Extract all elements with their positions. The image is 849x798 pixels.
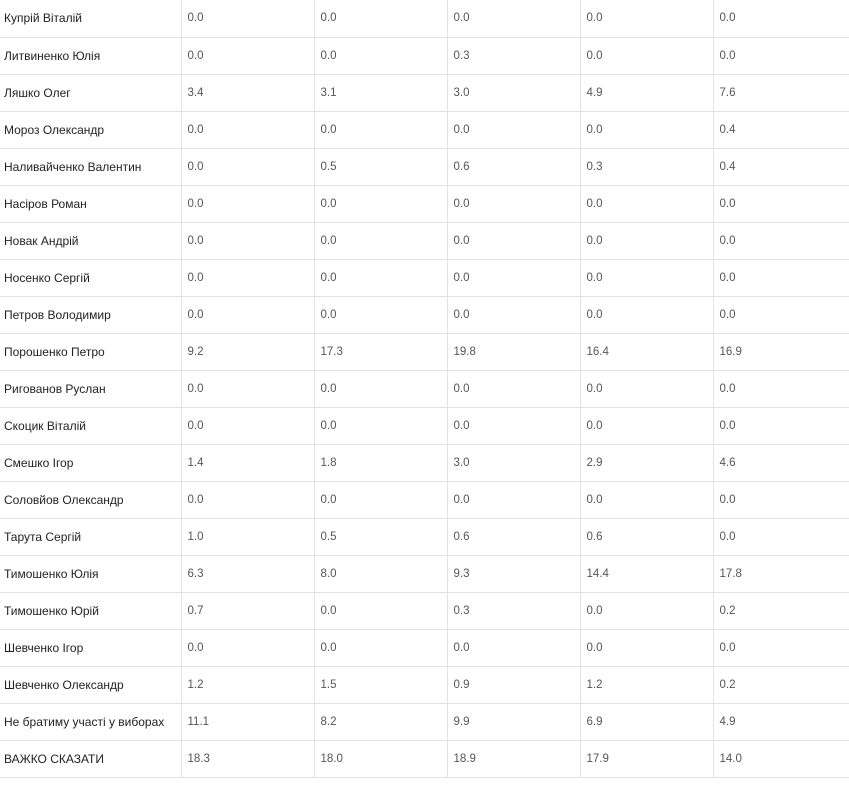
table-row [0,333,849,370]
candidate-name-cell: Порошенко Петро [0,333,181,370]
percentage-cell: 16.9 [713,333,849,370]
percentage-cell: 0.0 [713,370,849,407]
percentage-cell: 0.0 [713,222,849,259]
percentage-cell: 0.0 [314,481,447,518]
table-row [0,37,849,74]
percentage-cell: 0.0 [580,370,713,407]
table-row [0,0,849,37]
percentage-cell: 1.8 [314,444,447,481]
table-row [0,629,849,666]
percentage-cell: 0.0 [314,407,447,444]
candidate-name-cell: Ригованов Руслан [0,370,181,407]
percentage-cell: 4.9 [580,74,713,111]
percentage-cell: 3.0 [447,74,580,111]
percentage-cell: 0.0 [580,259,713,296]
percentage-cell: 14.4 [580,555,713,592]
percentage-cell: 0.0 [447,629,580,666]
percentage-cell: 0.0 [580,296,713,333]
candidate-name-cell: Купрій Віталій [0,0,181,37]
percentage-cell: 14.0 [713,740,849,777]
percentage-cell: 0.0 [314,296,447,333]
percentage-cell: 19.8 [447,333,580,370]
percentage-cell: 8.2 [314,703,447,740]
percentage-cell: 0.6 [447,518,580,555]
candidate-name-cell: Тимошенко Юлія [0,555,181,592]
percentage-cell: 0.5 [314,148,447,185]
percentage-cell: 0.0 [181,370,314,407]
percentage-cell: 0.6 [447,148,580,185]
percentage-cell: 0.0 [181,0,314,37]
table-row [0,444,849,481]
percentage-cell: 6.9 [580,703,713,740]
percentage-cell: 0.6 [580,518,713,555]
percentage-cell: 0.0 [580,37,713,74]
candidate-name-cell: Мороз Олександр [0,111,181,148]
table-row [0,703,849,740]
percentage-cell: 0.0 [447,0,580,37]
percentage-cell: 9.2 [181,333,314,370]
candidate-name-cell: Новак Андрій [0,222,181,259]
percentage-cell: 0.2 [713,592,849,629]
percentage-cell: 0.0 [181,629,314,666]
percentage-cell: 3.1 [314,74,447,111]
percentage-cell: 17.8 [713,555,849,592]
table-row [0,666,849,703]
candidate-name-cell: Шевченко Олександр [0,666,181,703]
candidate-name-cell: Тарута Сергій [0,518,181,555]
table-row [0,555,849,592]
percentage-cell: 0.7 [181,592,314,629]
table-row [0,259,849,296]
percentage-cell: 1.2 [580,666,713,703]
percentage-cell: 0.0 [314,259,447,296]
table-row [0,296,849,333]
percentage-cell: 0.0 [181,407,314,444]
percentage-cell: 0.0 [314,111,447,148]
percentage-cell: 0.0 [181,148,314,185]
candidate-name-cell: Петров Володимир [0,296,181,333]
table-row [0,592,849,629]
table-row [0,518,849,555]
percentage-cell: 0.0 [713,185,849,222]
candidate-name-cell: Насіров Роман [0,185,181,222]
candidate-name-cell: Соловйов Олександр [0,481,181,518]
candidate-name-cell: Наливайченко Валентин [0,148,181,185]
percentage-cell: 0.0 [181,259,314,296]
percentage-cell: 2.9 [580,444,713,481]
percentage-cell: 4.6 [713,444,849,481]
percentage-cell: 0.0 [314,592,447,629]
percentage-cell: 0.0 [713,0,849,37]
percentage-cell: 0.3 [447,37,580,74]
percentage-cell: 0.0 [181,185,314,222]
percentage-cell: 0.0 [713,37,849,74]
percentage-cell: 6.3 [181,555,314,592]
table-row [0,148,849,185]
candidate-name-cell: Скоцик Віталій [0,407,181,444]
percentage-cell: 0.0 [314,0,447,37]
percentage-cell: 0.0 [314,629,447,666]
percentage-cell: 0.2 [713,666,849,703]
percentage-cell: 0.0 [580,111,713,148]
percentage-cell: 3.0 [447,444,580,481]
percentage-cell: 0.0 [181,296,314,333]
percentage-cell: 0.0 [713,259,849,296]
percentage-cell: 0.0 [580,407,713,444]
percentage-cell: 0.3 [580,148,713,185]
percentage-cell: 16.4 [580,333,713,370]
percentage-cell: 0.0 [447,259,580,296]
percentage-cell: 18.9 [447,740,580,777]
percentage-cell: 3.4 [181,74,314,111]
candidate-name-cell: Смешко Ігор [0,444,181,481]
percentage-cell: 0.0 [580,0,713,37]
percentage-cell: 7.6 [713,74,849,111]
percentage-cell: 0.0 [181,37,314,74]
percentage-cell: 0.0 [447,185,580,222]
candidate-name-cell: ВАЖКО СКАЗАТИ [0,740,181,777]
percentage-cell: 0.0 [580,185,713,222]
percentage-cell: 1.0 [181,518,314,555]
table-row [0,74,849,111]
percentage-cell: 0.5 [314,518,447,555]
percentage-cell: 0.0 [713,296,849,333]
percentage-cell: 0.0 [314,37,447,74]
percentage-cell: 0.0 [713,518,849,555]
table-row [0,740,849,777]
percentage-cell: 1.2 [181,666,314,703]
percentage-cell: 11.1 [181,703,314,740]
percentage-cell: 0.0 [580,592,713,629]
table-row [0,481,849,518]
percentage-cell: 0.0 [580,222,713,259]
percentage-cell: 0.0 [580,481,713,518]
percentage-cell: 18.3 [181,740,314,777]
percentage-cell: 0.0 [181,481,314,518]
percentage-cell: 0.0 [447,296,580,333]
table-row [0,222,849,259]
percentage-cell: 1.5 [314,666,447,703]
percentage-cell: 0.0 [447,222,580,259]
candidate-name-cell: Ляшко Олег [0,74,181,111]
percentage-cell: 0.4 [713,111,849,148]
percentage-cell: 0.3 [447,592,580,629]
percentage-cell: 0.0 [713,629,849,666]
table-row [0,111,849,148]
percentage-cell: 0.0 [181,111,314,148]
percentage-cell: 0.0 [713,407,849,444]
percentage-cell: 4.9 [713,703,849,740]
candidate-name-cell: Тимошенко Юрій [0,592,181,629]
percentage-cell: 0.0 [447,370,580,407]
percentage-cell: 9.9 [447,703,580,740]
percentage-cell: 8.0 [314,555,447,592]
table-row [0,370,849,407]
candidate-name-cell: Шевченко Ігор [0,629,181,666]
table-row [0,407,849,444]
percentage-cell: 18.0 [314,740,447,777]
percentage-cell: 0.0 [580,629,713,666]
percentage-cell: 17.9 [580,740,713,777]
table-row [0,185,849,222]
percentage-cell: 0.9 [447,666,580,703]
percentage-cell: 1.4 [181,444,314,481]
percentage-cell: 0.0 [314,185,447,222]
percentage-cell: 0.4 [713,148,849,185]
percentage-cell: 0.0 [447,111,580,148]
percentage-cell: 0.0 [447,407,580,444]
percentage-cell: 0.0 [181,222,314,259]
candidate-name-cell: Носенко Сергій [0,259,181,296]
percentage-cell: 0.0 [314,222,447,259]
percentage-cell: 17.3 [314,333,447,370]
percentage-cell: 0.0 [314,370,447,407]
candidate-name-cell: Не братиму участі у виборах [0,703,181,740]
percentage-cell: 9.3 [447,555,580,592]
percentage-cell: 0.0 [713,481,849,518]
candidate-name-cell: Литвиненко Юлія [0,37,181,74]
percentage-cell: 0.0 [447,481,580,518]
